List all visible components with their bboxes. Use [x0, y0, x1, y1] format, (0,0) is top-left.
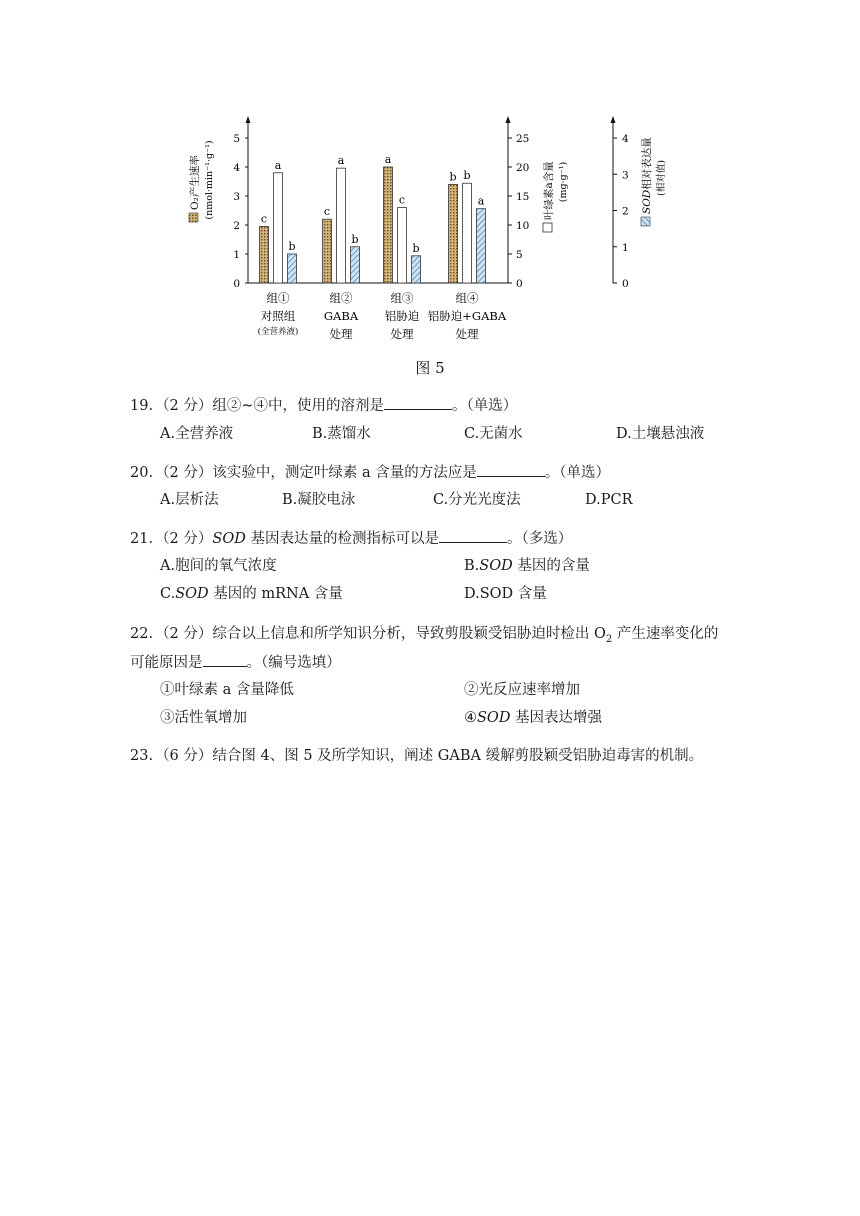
- option-b: B.SOD 基因的含量: [464, 558, 590, 574]
- mid-axis-arrow: [506, 116, 511, 123]
- mid-axis-tick-label: 0: [516, 278, 523, 290]
- mid-axis-unit: (mg·g⁻¹): [558, 161, 569, 203]
- group-label-2: 铝胁迫+GABA: [427, 309, 507, 323]
- left-axis-tick-label: 4: [233, 162, 240, 174]
- right-axis-arrow: [611, 116, 616, 123]
- mid-axis-ticks: [508, 133, 529, 290]
- option-d: D.土壤悬浊液: [616, 426, 705, 442]
- left-axis-label: 产生速率: [189, 155, 201, 198]
- option-a: A.层析法: [160, 492, 219, 508]
- bar-series-3-group-2: [351, 247, 360, 283]
- right-axis-unit: (相对值): [656, 160, 667, 196]
- question-tail: 。（编号选填）: [246, 655, 341, 671]
- option-4: ④SOD 基因表达增强: [464, 710, 603, 726]
- group-label-2: GABA: [323, 309, 359, 323]
- legend-swatch-sod: [641, 217, 650, 226]
- svg-text:O₂产生速率: [188, 155, 201, 210]
- bar-series-1-group-3: [384, 167, 393, 283]
- significance-letter: a: [477, 194, 485, 208]
- right-axis-tick-label: 3: [622, 169, 629, 182]
- mid-axis-tick-label: 5: [516, 249, 523, 261]
- option-a: A.胞间的氧气浓度: [160, 558, 277, 574]
- significance-letter: b: [351, 232, 359, 246]
- bar-series-2-group-2: [337, 168, 346, 283]
- group-label-1: 组③: [390, 291, 414, 305]
- question-text: （2 分）综合以上信息和所学知识分析，导致剪股颖受铝胁迫时检出 O: [155, 626, 606, 642]
- right-axis-tick-label: 4: [622, 133, 629, 145]
- group-label-2: 对照组: [260, 309, 296, 323]
- significance-letter: a: [384, 153, 392, 166]
- option-d: D.SOD 含量: [464, 586, 547, 602]
- left-axis-ticks: [233, 133, 248, 290]
- question-20: [130, 462, 610, 483]
- significance-letter: b: [449, 170, 457, 184]
- figure-caption: 图 5: [415, 359, 445, 377]
- option-c: C.无菌水: [464, 426, 523, 442]
- mid-axis-tick-label: 15: [516, 191, 530, 203]
- bar-series-2-group-4: [463, 183, 472, 283]
- mid-axis-title: [542, 161, 569, 232]
- question-text: （2 分）组②~④中，使用的溶剂是: [155, 398, 385, 414]
- left-axis-arrow: [246, 116, 251, 123]
- mid-axis-tick-label: 25: [516, 133, 530, 145]
- option-c: C.分光光度法: [433, 492, 521, 508]
- right-axis-tick-label: 2: [622, 205, 629, 218]
- significance-letter: b: [288, 240, 296, 253]
- right-axis-tick-label: 1: [622, 241, 629, 254]
- question-number: 23.: [130, 748, 154, 764]
- bar-series-3-group-3: [412, 256, 421, 283]
- group-label-1: 组①: [266, 291, 290, 305]
- option-3: ③活性氧增加: [160, 710, 247, 726]
- left-axis-title: [188, 140, 215, 222]
- group-label-2: 铝胁迫: [384, 309, 420, 323]
- option-d: D.PCR: [585, 492, 633, 508]
- legend-swatch-chlorophyll: [543, 223, 552, 232]
- question-22: [130, 624, 718, 650]
- bar-chart-figure: [180, 110, 680, 350]
- answer-blank[interactable]: [203, 652, 247, 667]
- question-text-cont: 基因表达量的检测指标可以是: [245, 531, 439, 547]
- question-number: 20.: [130, 465, 154, 481]
- left-axis-tick-label: 0: [233, 278, 240, 290]
- mid-axis-tick-label: 20: [516, 162, 530, 174]
- question-number: 19.: [130, 398, 154, 414]
- answer-blank[interactable]: [477, 462, 545, 477]
- legend-swatch-o2: [189, 213, 198, 222]
- subscript: 2: [605, 633, 613, 645]
- bar-series-1-group-1: [260, 226, 269, 283]
- group-label-1: 组②: [329, 291, 353, 305]
- left-axis-symbol: O₂: [189, 197, 201, 210]
- question-tail: 。（多选）: [506, 531, 573, 547]
- question-text: （2 分）该实验中，测定叶绿素 a 含量的方法应是: [155, 465, 477, 481]
- bar-series-1-group-4: [449, 184, 458, 283]
- mid-axis-tick-label: 10: [516, 220, 530, 232]
- significance-letter: a: [274, 158, 282, 172]
- left-axis-tick-label: 2: [233, 220, 240, 232]
- option-a: A.全营养液: [160, 426, 234, 442]
- significance-letter: c: [260, 212, 268, 226]
- answer-blank[interactable]: [384, 395, 452, 410]
- group-label-3: (全营养液): [257, 327, 299, 337]
- question-text: （2 分）: [155, 531, 213, 547]
- right-axis-title: [640, 137, 667, 226]
- significance-letter: a: [337, 154, 345, 168]
- group-label-3: 处理: [390, 327, 414, 341]
- question-text-cont: 产生速率变化的: [612, 626, 719, 642]
- significance-letter: b: [463, 169, 471, 183]
- option-c: C.SOD 基因的 mRNA 含量: [160, 586, 343, 602]
- question-tail: 。（单选）: [544, 465, 611, 481]
- option-2: ②光反应速率增加: [464, 682, 580, 698]
- group-label-1: 组④: [455, 291, 479, 305]
- gene-name: SOD: [212, 531, 246, 547]
- bar-series-2-group-3: [398, 208, 407, 283]
- question-19: [130, 395, 517, 416]
- left-axis-tick-label: 3: [233, 191, 240, 203]
- question-tail: 。（单选）: [452, 398, 518, 414]
- group-label-3: 处理: [455, 327, 479, 341]
- svg-text:SOD相对表达量: [640, 137, 653, 214]
- answer-blank[interactable]: [439, 528, 507, 543]
- right-axis-symbol: SOD: [641, 189, 653, 214]
- significance-letter: b: [412, 241, 420, 255]
- x-category-labels: [258, 291, 507, 341]
- bar-series-3-group-4: [477, 209, 486, 283]
- left-axis-tick-label: 1: [233, 249, 240, 261]
- option-b: B.凝胶电泳: [282, 492, 356, 508]
- right-axis-tick-label: 0: [622, 278, 629, 290]
- question-number: 21.: [130, 531, 154, 547]
- question-23: [130, 746, 703, 766]
- significance-letter: c: [398, 193, 406, 207]
- significance-letter: c: [323, 205, 331, 219]
- option-1: ①叶绿素 a 含量降低: [160, 682, 294, 698]
- question-text: 可能原因是: [130, 655, 203, 671]
- question-number: 22.: [130, 626, 154, 642]
- question-21: [130, 528, 572, 549]
- bar-series-2-group-1: [274, 173, 283, 283]
- left-axis-tick-label: 5: [233, 133, 240, 145]
- group-label-3: 处理: [329, 327, 353, 341]
- right-axis-ticks: [613, 133, 629, 290]
- bars: [260, 153, 486, 283]
- right-axis-label: 相对表达量: [641, 137, 653, 190]
- question-text: （6 分）结合图 4、图 5 及所学知识，阐述 GABA 缓解剪股颖受铝胁迫毒害的机制。: [155, 748, 704, 764]
- question-22-line2: [130, 652, 341, 673]
- bar-series-1-group-2: [323, 219, 332, 283]
- mid-axis-label: 叶绿素a含量: [543, 161, 555, 220]
- left-axis-unit: (nmol·min⁻¹·g⁻¹): [204, 140, 215, 220]
- option-b: B.蒸馏水: [312, 426, 371, 442]
- bar-series-3-group-1: [288, 254, 297, 283]
